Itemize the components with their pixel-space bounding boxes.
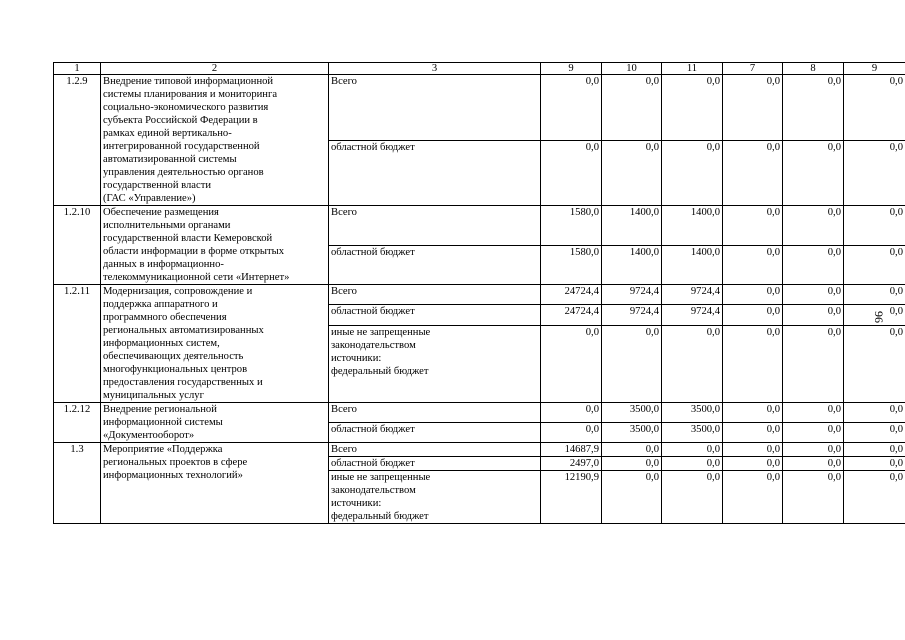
funding-source-line: источники: [331, 352, 382, 364]
col-header: 1 [54, 63, 101, 75]
item-name-line: рамках единой вертикально- [103, 128, 232, 139]
item-name-line: области информации в форме открытых [103, 246, 285, 257]
amount-cell: 0,0 [541, 75, 602, 141]
item-name-line: системы планирования и мониторинга [103, 89, 278, 100]
col-header: 7 [723, 63, 783, 75]
amount-cell: 3500,0 [602, 403, 662, 423]
amount-cell: 3500,0 [602, 423, 662, 443]
item-number: 1.2.11 [54, 285, 101, 403]
amount-cell: 0,0 [783, 457, 844, 471]
amount-cell: 9724,4 [662, 305, 723, 325]
amount-cell: 9724,4 [602, 285, 662, 305]
item-name-line: информационных технологий» [103, 470, 243, 481]
item-name-line: социально-экономического развития [103, 102, 269, 113]
table-row [54, 443, 905, 457]
amount-cell: 0,0 [723, 471, 783, 524]
amount-cell: 0,0 [662, 75, 723, 141]
amount-cell: 0,0 [844, 471, 905, 524]
amount-cell: 0,0 [844, 457, 905, 471]
amount-cell: 0,0 [783, 206, 844, 246]
amount-cell: 9724,4 [662, 285, 723, 305]
item-name-line: исполнительными органами [103, 220, 231, 231]
item-name-line: Модернизация, сопровождение и [103, 286, 253, 297]
col-header: 3 [329, 63, 541, 75]
funding-source-line: Всего [331, 286, 357, 297]
col-header: 2 [101, 63, 329, 75]
amount-cell: 1400,0 [662, 245, 723, 285]
amount-cell: 0,0 [602, 471, 662, 524]
amount-cell: 12190,9 [541, 471, 602, 524]
item-name [101, 285, 329, 403]
col-header: 10 [602, 63, 662, 75]
item-name-line: Внедрение типовой информационной [103, 76, 274, 87]
col-header: 8 [783, 63, 844, 75]
item-name-line: интегрированной государственной [103, 141, 260, 152]
amount-cell: 0,0 [662, 325, 723, 402]
amount-cell: 0,0 [723, 403, 783, 423]
funding-source-line: областной бюджет [331, 246, 415, 258]
amount-cell: 3500,0 [662, 403, 723, 423]
amount-cell: 0,0 [783, 471, 844, 524]
amount-cell: 0,0 [723, 245, 783, 285]
item-number: 1.2.9 [54, 75, 101, 206]
funding-source [329, 206, 541, 246]
amount-cell: 0,0 [783, 245, 844, 285]
item-name [101, 403, 329, 443]
amount-cell: 1400,0 [602, 245, 662, 285]
funding-source-line: Всего [331, 76, 357, 87]
item-name [101, 75, 329, 206]
amount-cell: 0,0 [844, 245, 905, 285]
item-name-line: (ГАС «Управление») [103, 193, 196, 204]
amount-cell: 0,0 [844, 140, 905, 206]
funding-source [329, 140, 541, 206]
item-name-line: региональных проектов в сфере [103, 457, 248, 468]
item-name-line: телекоммуникационной сети «Интернет» [103, 272, 290, 283]
item-name-line: Мероприятие «Поддержка [103, 444, 223, 455]
item-name-line: данных в информационно- [103, 259, 224, 270]
funding-source [329, 457, 541, 471]
item-name-line: государственной власти Кемеровской [103, 233, 273, 244]
amount-cell: 0,0 [541, 140, 602, 206]
col-header: 11 [662, 63, 723, 75]
funding-source-line: федеральный бюджет [331, 365, 429, 377]
amount-cell: 0,0 [602, 325, 662, 402]
col-header: 9 [844, 63, 905, 75]
amount-cell: 0,0 [602, 443, 662, 457]
amount-cell: 0,0 [844, 423, 905, 443]
item-name-line: государственной власти [103, 180, 212, 191]
item-name-line: предоставления государственных и [103, 377, 263, 388]
item-name-line: управления деятельностью органов [103, 167, 264, 178]
table-row [54, 206, 905, 246]
amount-cell: 0,0 [783, 403, 844, 423]
funding-source-line: иные не запрещенные [331, 472, 431, 483]
funding-source [329, 325, 541, 402]
funding-source-line: источники: [331, 498, 382, 509]
amount-cell: 0,0 [602, 457, 662, 471]
funding-source [329, 471, 541, 524]
item-name-line: информационной системы [103, 417, 223, 428]
funding-source-line: областной бюджет [331, 458, 415, 469]
item-number: 1.2.12 [54, 403, 101, 443]
funding-source-line: областной бюджет [331, 424, 415, 435]
funding-source-line: законодательством [331, 339, 416, 351]
item-name-line: муниципальных услуг [103, 390, 204, 401]
funding-source [329, 285, 541, 305]
amount-cell: 0,0 [844, 305, 905, 325]
amount-cell: 0,0 [602, 75, 662, 141]
funding-source [329, 75, 541, 141]
amount-cell: 14687,9 [541, 443, 602, 457]
amount-cell: 0,0 [844, 75, 905, 141]
amount-cell: 0,0 [541, 403, 602, 423]
amount-cell: 0,0 [783, 140, 844, 206]
funding-source [329, 443, 541, 457]
amount-cell: 0,0 [723, 206, 783, 246]
amount-cell: 0,0 [723, 305, 783, 325]
item-number: 1.3 [54, 443, 101, 524]
amount-cell: 0,0 [541, 325, 602, 402]
funding-source [329, 423, 541, 443]
funding-source-line: областной бюджет [331, 141, 415, 153]
amount-cell: 0,0 [662, 443, 723, 457]
amount-cell: 0,0 [844, 325, 905, 402]
item-name-line: Внедрение региональной [103, 404, 217, 415]
amount-cell: 24724,4 [541, 305, 602, 325]
item-name-line: субъекта Российской Федерации в [103, 115, 258, 126]
amount-cell: 0,0 [783, 443, 844, 457]
amount-cell: 2497,0 [541, 457, 602, 471]
funding-source-line: иные не запрещенные [331, 326, 431, 338]
table-row [54, 75, 905, 141]
amount-cell: 9724,4 [602, 305, 662, 325]
item-number: 1.2.10 [54, 206, 101, 285]
amount-cell: 0,0 [723, 285, 783, 305]
item-name-line: информационных систем, [103, 338, 220, 349]
amount-cell: 0,0 [662, 457, 723, 471]
funding-source-line: Всего [331, 444, 357, 455]
amount-cell: 0,0 [783, 305, 844, 325]
item-name-line: поддержка аппаратного и [103, 299, 218, 310]
funding-source-line: федеральный бюджет [331, 511, 429, 522]
amount-cell: 1400,0 [662, 206, 723, 246]
table-row [54, 403, 905, 423]
table-body [54, 75, 905, 524]
item-name-line: программного обеспечения [103, 312, 227, 323]
amount-cell: 0,0 [723, 325, 783, 402]
item-name-line: региональных автоматизированных [103, 325, 264, 336]
funding-source [329, 403, 541, 423]
column-number-row [54, 63, 905, 75]
amount-cell: 0,0 [844, 206, 905, 246]
page-number: 96 [872, 311, 886, 323]
amount-cell: 1580,0 [541, 245, 602, 285]
amount-cell: 3500,0 [662, 423, 723, 443]
amount-cell: 0,0 [602, 140, 662, 206]
amount-cell: 0,0 [541, 423, 602, 443]
col-header: 9 [541, 63, 602, 75]
amount-cell: 0,0 [662, 471, 723, 524]
funding-source [329, 245, 541, 285]
amount-cell: 1580,0 [541, 206, 602, 246]
table-row [54, 285, 905, 305]
item-name [101, 443, 329, 524]
amount-cell: 0,0 [844, 403, 905, 423]
item-name [101, 206, 329, 285]
item-name-line: многофункциональных центров [103, 364, 248, 375]
funding-source-line: законодательством [331, 485, 416, 496]
amount-cell: 0,0 [723, 75, 783, 141]
amount-cell: 0,0 [723, 423, 783, 443]
amount-cell: 0,0 [783, 325, 844, 402]
amount-cell: 0,0 [723, 443, 783, 457]
funding-source-line: областной бюджет [331, 306, 415, 318]
amount-cell: 0,0 [723, 457, 783, 471]
item-name-line: Обеспечение размещения [103, 207, 219, 218]
funding-source [329, 305, 541, 325]
amount-cell: 0,0 [783, 75, 844, 141]
item-name-line: «Документооборот» [103, 430, 195, 441]
funding-source-line: Всего [331, 404, 357, 415]
amount-cell: 0,0 [783, 423, 844, 443]
amount-cell: 0,0 [844, 443, 905, 457]
amount-cell: 1400,0 [602, 206, 662, 246]
amount-cell: 0,0 [723, 140, 783, 206]
amount-cell: 0,0 [662, 140, 723, 206]
item-name-line: автоматизированной системы [103, 154, 237, 165]
amount-cell: 0,0 [783, 285, 844, 305]
amount-cell: 24724,4 [541, 285, 602, 305]
amount-cell: 0,0 [844, 285, 905, 305]
item-name-line: обеспечивающих деятельность [103, 351, 244, 362]
budget-table [53, 62, 905, 524]
funding-source-line: Всего [331, 207, 357, 218]
